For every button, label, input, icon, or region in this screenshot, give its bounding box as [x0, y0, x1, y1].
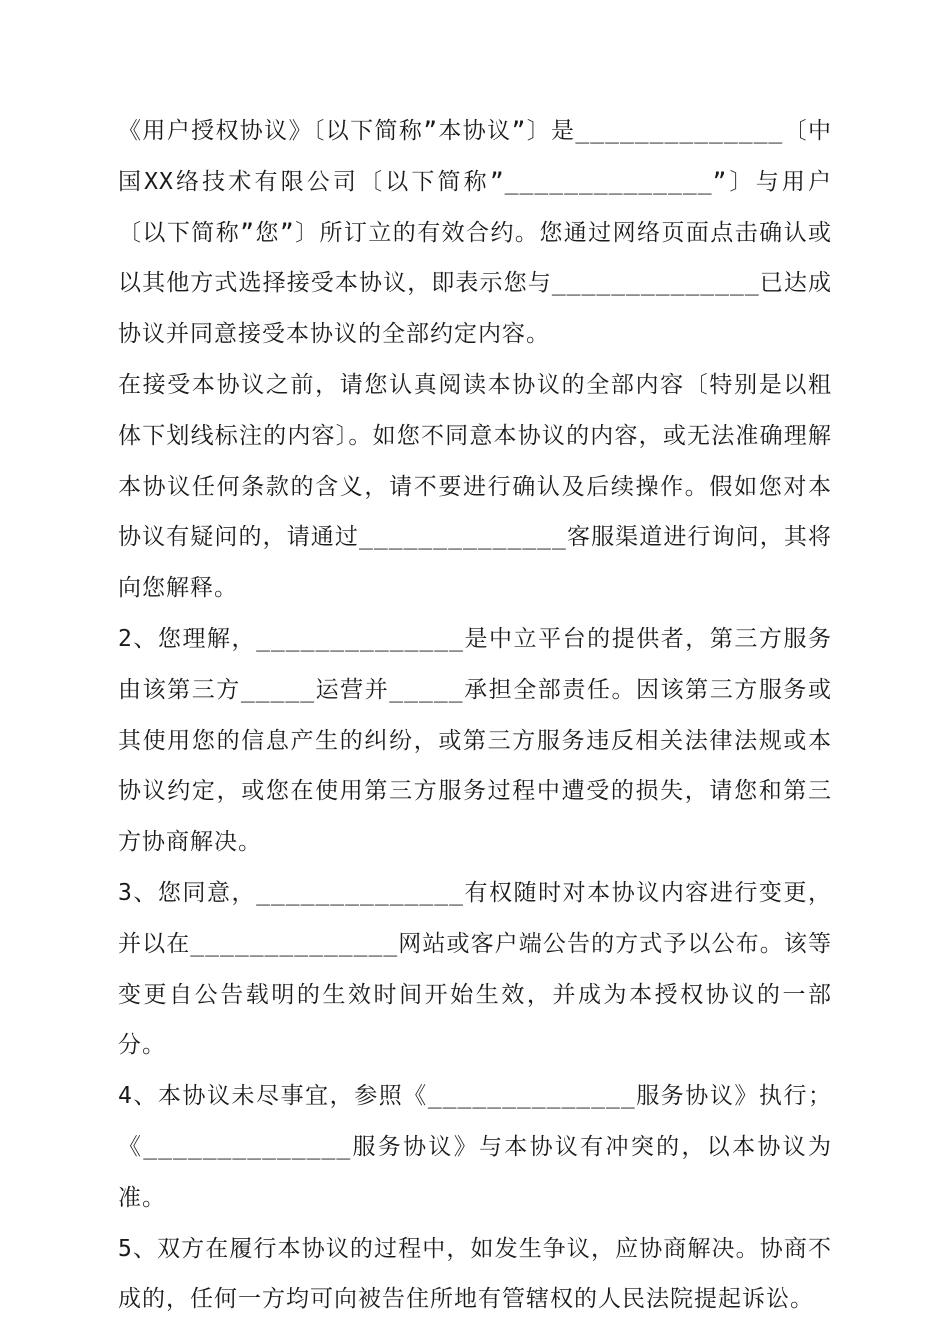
paragraph-notice: 在接受本协议之前，请您认真阅读本协议的全部内容〔特别是以粗体下划线标注的内容〕。如您不同意本协议的内容，或无法准确理解本协议任何条款的含义，请不要进行确认及后续操作。假如您对本协议有疑问的，请通过______________客服渠道进行询问，其将向您解释。 — [118, 371, 832, 602]
paragraph-intro: 《用户授权协议》〔以下简称”本协议”〕是______________〔中国XX络技术有限公司〔以下简称”______________”〕与用户〔以下简称”您”〕所订立的有效合约。您通过网络页面点击确认或以其他方式选择接受本协议，即表示您与______________已达成协议并同意接受本协议的全部约定内容。 — [118, 118, 832, 348]
paragraph-clause-4: 4、本协议未尽事宜，参照《______________服务协议》执行；《______________服务协议》与本协议有冲突的，以本协议为准。 — [118, 1083, 832, 1211]
paragraph-clause-2: 2、您理解，______________是中立平台的提供者，第三方服务由该第三方_____运营并_____承担全部责任。因该第三方服务或其使用您的信息产生的纠纷，或第三方服务违反相关法律法规或本协议约定，或您在使用第三方服务过程中遭受的损失，请您和第三方协商解决。 — [118, 625, 832, 856]
document-body — [118, 106, 832, 1325]
paragraph-clause-3: 3、您同意，______________有权随时对本协议内容进行变更，并以在______________网站或客户端公告的方式予以公布。该等变更自公告载明的生效时间开始生效，并成为本授权协议的一部分。 — [118, 879, 832, 1059]
paragraph-clause-5: 5、双方在履行本协议的过程中，如发生争议，应协商解决。协商不成的，任何一方均可向被告住所地有管辖权的人民法院提起诉讼。 — [118, 1235, 832, 1313]
